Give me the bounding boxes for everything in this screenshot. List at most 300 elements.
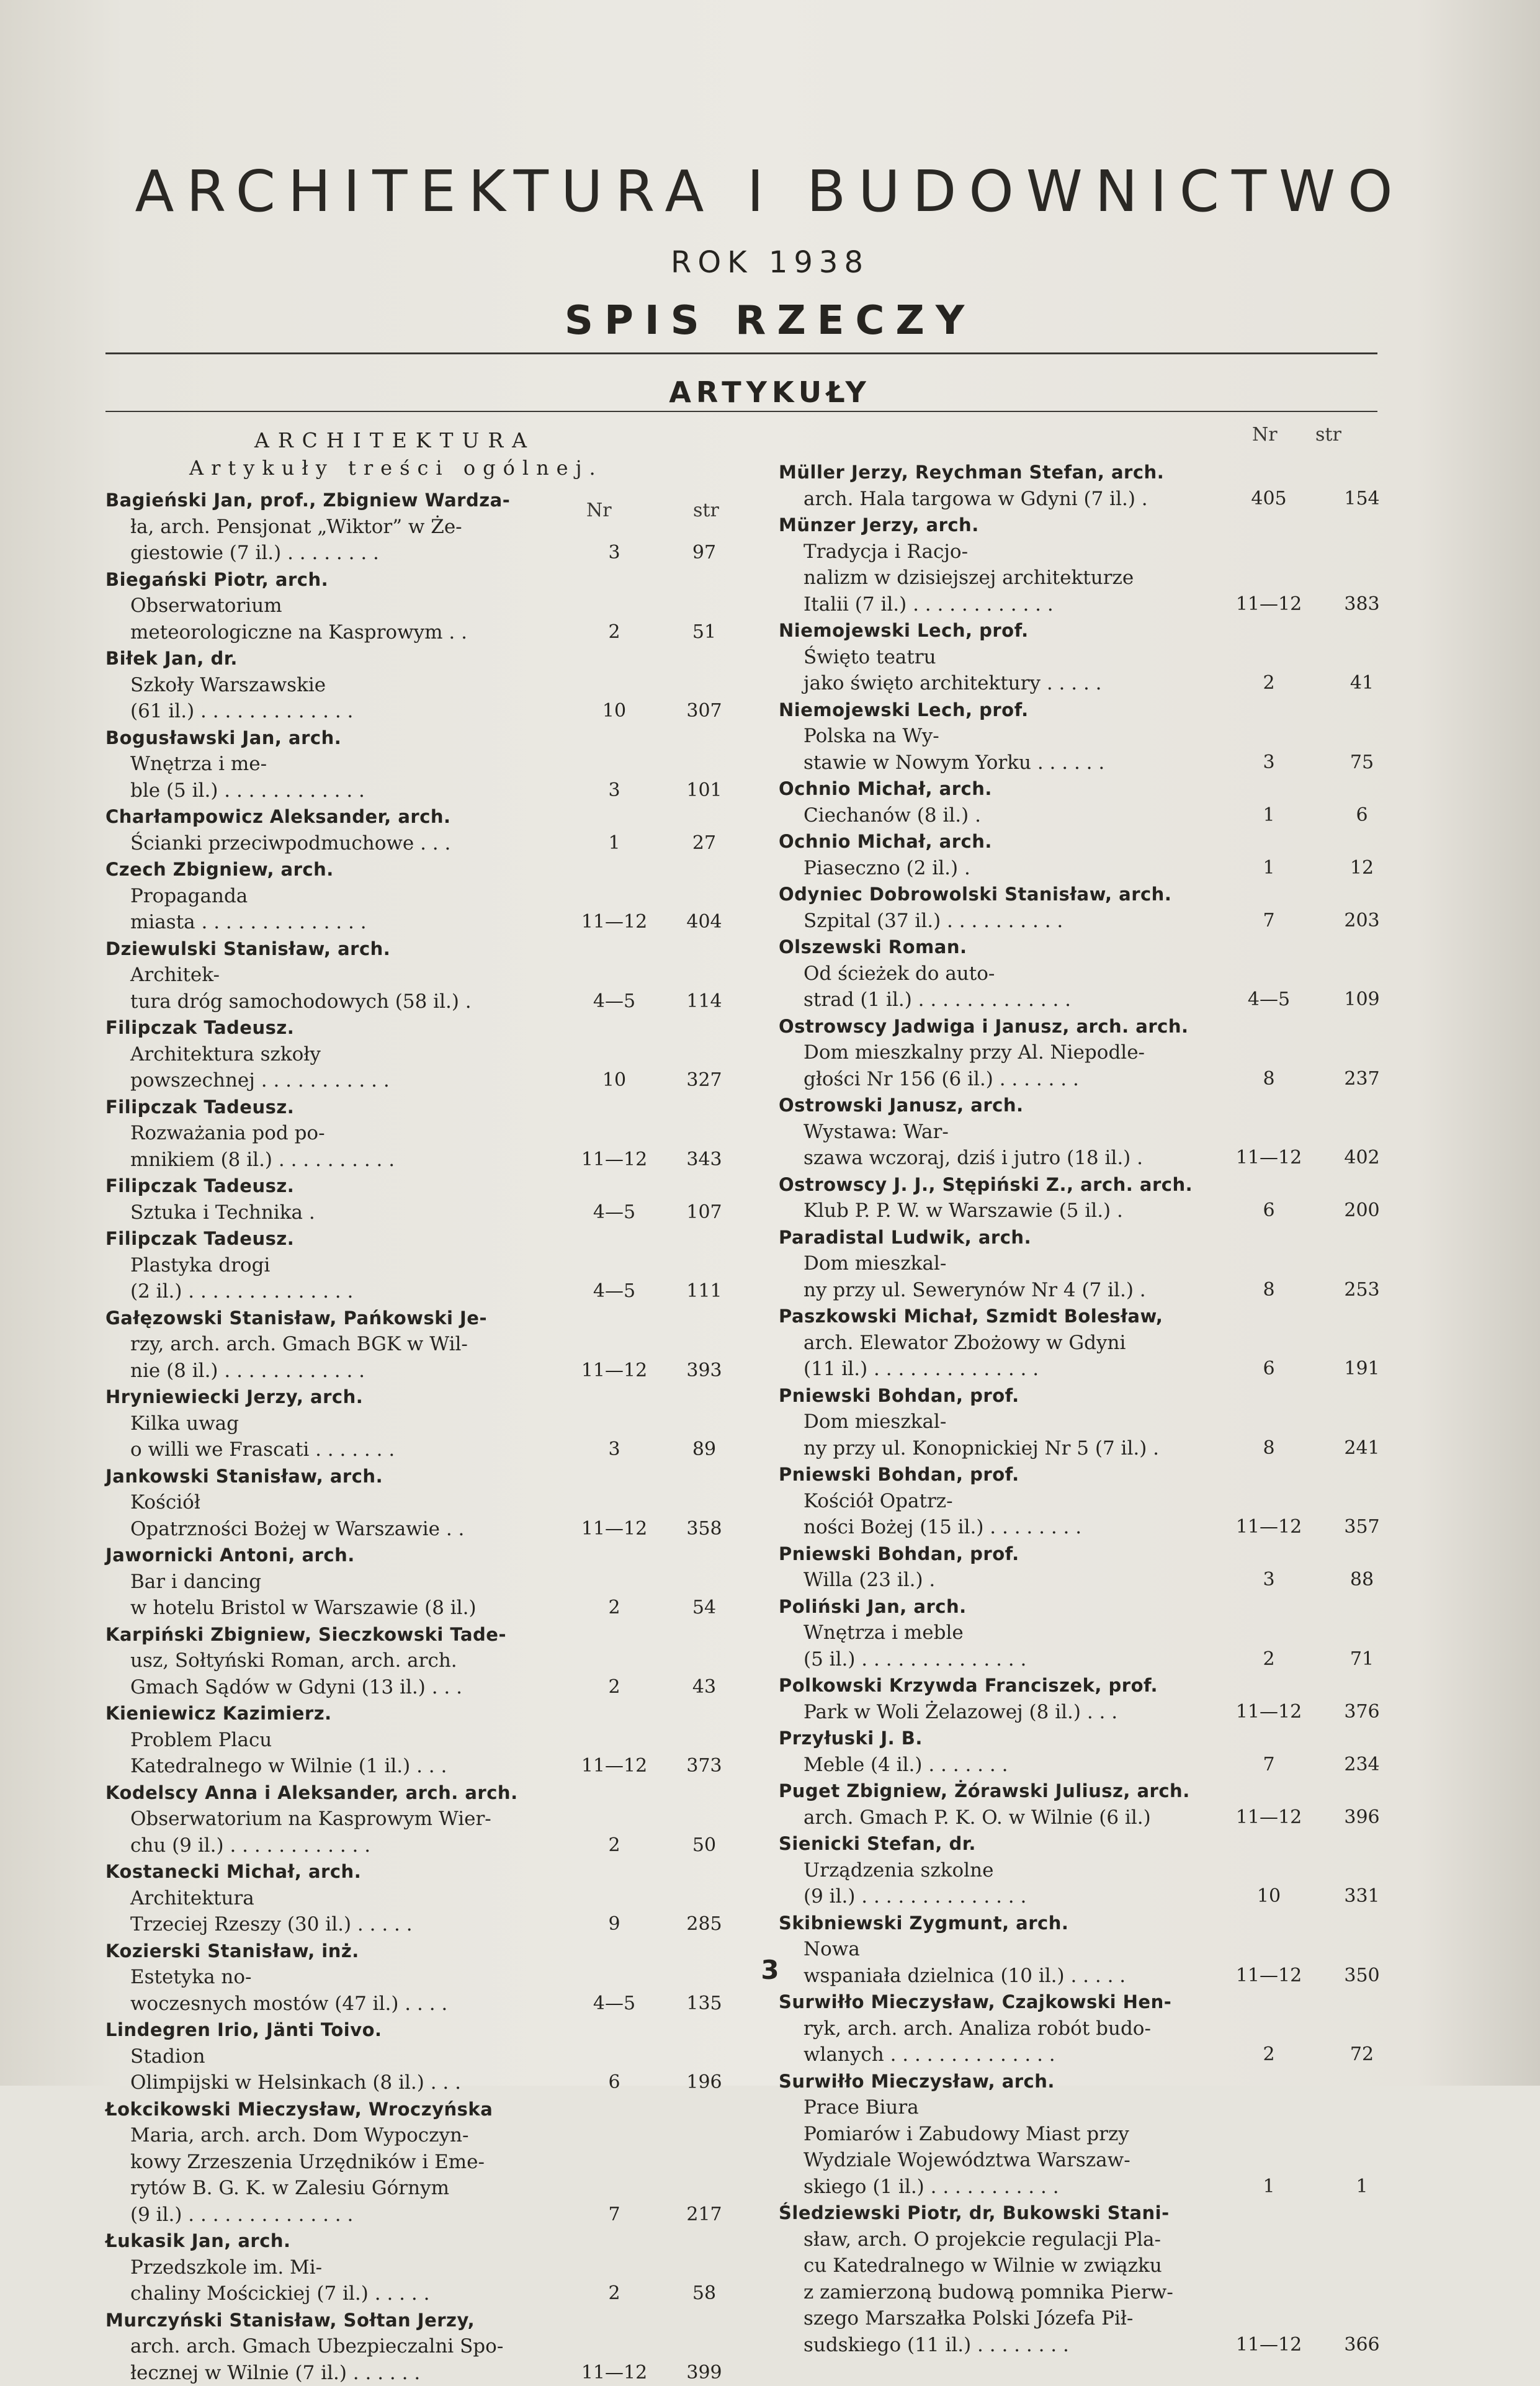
entry-description bbox=[105, 2096, 493, 2228]
right-nr-header: Nr bbox=[1252, 424, 1278, 446]
entry-page-number: 196 bbox=[676, 2070, 732, 2096]
entry-author: Jankowski Stanisław, arch. bbox=[105, 1466, 383, 1487]
entry-first-line bbox=[779, 617, 1102, 644]
entry-issue-number: 3 bbox=[1235, 1567, 1303, 1594]
entry-issue-number: 2 bbox=[1235, 1646, 1303, 1673]
entry-page-number: 114 bbox=[676, 989, 732, 1015]
entry-page-number: 373 bbox=[676, 1753, 732, 1780]
entry-text-line: Obserwatorium na Kasprowym Wier- bbox=[105, 1806, 518, 1832]
entry-text-line: Wydziale Województwa Warszaw- bbox=[779, 2147, 1130, 2174]
entry-author: Kozierski Stanisław, inż. bbox=[105, 1940, 359, 1962]
entry-page-number: 43 bbox=[676, 1674, 732, 1701]
entry-description bbox=[779, 697, 1104, 776]
index-entry bbox=[779, 1172, 1408, 1224]
entry-author: Ochnio Michał, arch. bbox=[779, 778, 992, 799]
index-entry bbox=[779, 1224, 1408, 1304]
entry-page-number: 88 bbox=[1334, 1567, 1390, 1594]
entry-issue-number: 11—12 bbox=[580, 1358, 648, 1384]
entry-first-line bbox=[105, 936, 472, 962]
entry-issue-number: 8 bbox=[1235, 1435, 1303, 1462]
entry-issue-number: 11—12 bbox=[1235, 1145, 1303, 1172]
entry-text-line: o willi we Frascati . . . . . . . bbox=[105, 1437, 395, 1463]
entry-text-line: Piaseczno (2 il.) . bbox=[779, 855, 992, 882]
entry-text-line: Dom mieszkalny przy Al. Niepodle- bbox=[779, 1039, 1189, 1066]
entry-description bbox=[779, 1672, 1158, 1725]
entry-first-line bbox=[779, 1831, 1026, 1857]
entry-issue-number: 4—5 bbox=[580, 1278, 648, 1305]
entry-description bbox=[779, 776, 992, 828]
entry-description bbox=[779, 1541, 1019, 1594]
entry-first-line bbox=[779, 1092, 1143, 1119]
entry-author: Kodelscy Anna i Aleksander, arch. arch. bbox=[105, 1782, 518, 1803]
toc-title: SPIS RZECZY bbox=[0, 298, 1540, 344]
index-entry bbox=[105, 856, 751, 936]
entry-author: Łukasik Jan, arch. bbox=[105, 2230, 291, 2251]
entry-description bbox=[779, 2068, 1130, 2200]
entry-text-line: stawie w Nowym Yorku . . . . . . bbox=[779, 750, 1104, 776]
entry-description bbox=[779, 1778, 1190, 1831]
entry-author: Paradistal Ludwik, arch. bbox=[779, 1227, 1031, 1248]
entry-author: Przyłuski J. B. bbox=[779, 1728, 923, 1749]
entry-text-line: nie (8 il.) . . . . . . . . . . . . bbox=[105, 1358, 487, 1384]
index-entry bbox=[105, 725, 751, 804]
entry-text-line: sudskiego (11 il.) . . . . . . . . bbox=[779, 2332, 1173, 2359]
entry-first-line bbox=[105, 1305, 487, 1332]
entry-text-line: arch. arch. Gmach Ubezpieczalni Spo- bbox=[105, 2333, 503, 2360]
index-entry bbox=[779, 881, 1408, 934]
entry-text-line: Opatrzności Bożej w Warszawie . . bbox=[105, 1516, 464, 1543]
entry-author: Pniewski Bohdan, prof. bbox=[779, 1543, 1019, 1564]
entry-description bbox=[105, 567, 467, 646]
entry-first-line bbox=[779, 881, 1171, 908]
entry-text-line: (2 il.) . . . . . . . . . . . . . . bbox=[105, 1278, 353, 1305]
entry-text-line: ła, arch. Pensjonat „Wiktor” w Że- bbox=[105, 514, 510, 540]
entry-text-line: Wnętrza i me- bbox=[105, 751, 365, 778]
left-str-header: str bbox=[693, 500, 719, 521]
index-entry bbox=[105, 1700, 751, 1780]
entry-text-line: wspaniała dzielnica (10 il.) . . . . . bbox=[779, 1963, 1126, 1989]
section-rule bbox=[105, 411, 1377, 412]
entry-text-line: Ścianki przeciwpodmuchowe . . . bbox=[105, 830, 451, 857]
journal-title: ARCHITEKTURA I BUDOWNICTWO bbox=[0, 158, 1540, 225]
index-entry bbox=[105, 1094, 751, 1173]
entry-page-number: 357 bbox=[1334, 1514, 1390, 1541]
entry-author: Filipczak Tadeusz. bbox=[105, 1097, 294, 1118]
entry-text-line: giestowie (7 il.) . . . . . . . . bbox=[105, 540, 510, 567]
index-entry bbox=[105, 804, 751, 856]
entry-issue-number: 11—12 bbox=[1235, 2332, 1303, 2359]
index-entry bbox=[779, 617, 1408, 697]
index-entry bbox=[779, 1831, 1408, 1910]
entry-author: Filipczak Tadeusz. bbox=[105, 1175, 294, 1196]
entry-author: Poliński Jan, arch. bbox=[779, 1596, 967, 1617]
entry-author: Ochnio Michał, arch. bbox=[779, 831, 992, 852]
entry-page-number: 366 bbox=[1334, 2332, 1390, 2359]
index-entry bbox=[105, 567, 751, 646]
entry-issue-number: 11—12 bbox=[580, 2360, 648, 2386]
entry-description bbox=[105, 1226, 353, 1305]
entry-page-number: 217 bbox=[676, 2202, 732, 2228]
entry-author: Biłek Jan, dr. bbox=[105, 648, 238, 669]
entry-page-number: 135 bbox=[676, 1991, 732, 2017]
entry-text-line: usz, Sołtyński Roman, arch. arch. bbox=[105, 1648, 506, 1674]
index-entry bbox=[105, 2096, 751, 2228]
entry-author: Surwiłło Mieczysław, Czajkowski Hen- bbox=[779, 1991, 1171, 2012]
entry-text-line: Dom mieszkal- bbox=[779, 1409, 1159, 1435]
entry-page-number: 358 bbox=[676, 1516, 732, 1543]
entry-first-line bbox=[105, 2228, 429, 2254]
entry-text-line: Olimpijski w Helsinkach (8 il.) . . . bbox=[105, 2070, 461, 2096]
entry-issue-number: 3 bbox=[580, 540, 648, 567]
entry-page-number: 253 bbox=[1334, 1277, 1390, 1304]
entry-first-line bbox=[779, 697, 1104, 724]
entry-text-line: rzy, arch. arch. Gmach BGK w Wil- bbox=[105, 1331, 487, 1358]
index-entry bbox=[105, 1015, 751, 1094]
entry-author: Skibniewski Zygmunt, arch. bbox=[779, 1913, 1068, 1934]
entry-text-line: Architektura bbox=[105, 1885, 413, 1912]
entry-text-line: cu Katedralnego w Wilnie w związku bbox=[779, 2253, 1173, 2279]
entry-page-number: 200 bbox=[1334, 1198, 1390, 1224]
entry-issue-number: 405 bbox=[1235, 486, 1303, 513]
section-title: ARTYKUŁY bbox=[0, 375, 1540, 409]
entry-first-line bbox=[779, 1910, 1126, 1937]
journal-year: ROK 1938 bbox=[0, 245, 1540, 280]
index-entry bbox=[105, 936, 751, 1015]
index-entry bbox=[779, 2200, 1408, 2358]
entry-first-line bbox=[105, 1226, 353, 1252]
entry-description bbox=[779, 512, 1134, 617]
entry-description bbox=[105, 725, 365, 804]
index-entry bbox=[779, 828, 1408, 881]
entry-first-line bbox=[779, 1224, 1146, 1251]
entry-page-number: 331 bbox=[1334, 1883, 1390, 1910]
entry-first-line bbox=[779, 1989, 1171, 2016]
entry-text-line: chu (9 il.) . . . . . . . . . . . . bbox=[105, 1832, 518, 1859]
entry-text-line: Nowa bbox=[779, 1936, 1126, 1963]
entry-issue-number: 7 bbox=[1235, 1752, 1303, 1778]
entry-text-line: mnikiem (8 il.) . . . . . . . . . . bbox=[105, 1147, 395, 1173]
index-entry bbox=[779, 1461, 1408, 1541]
entry-first-line bbox=[105, 645, 353, 672]
entry-page-number: 1 bbox=[1334, 2174, 1390, 2200]
entry-issue-number: 7 bbox=[1235, 908, 1303, 935]
entry-issue-number: 10 bbox=[1235, 1883, 1303, 1910]
entry-page-number: 307 bbox=[676, 698, 732, 725]
entry-text-line: szawa wczoraj, dziś i jutro (18 il.) . bbox=[779, 1145, 1143, 1172]
entry-description bbox=[779, 828, 992, 881]
index-entry bbox=[105, 2228, 751, 2307]
entry-text-line: meteorologiczne na Kasprowym . . bbox=[105, 619, 467, 646]
entry-text-line: ny przy ul. Konopnickiej Nr 5 (7 il.) . bbox=[779, 1435, 1159, 1462]
entry-description bbox=[105, 1463, 464, 1543]
top-rule bbox=[105, 352, 1377, 354]
entry-author: Puget Zbigniew, Żórawski Juliusz, arch. bbox=[779, 1780, 1190, 1801]
index-entry bbox=[105, 645, 751, 725]
entry-first-line bbox=[105, 1463, 464, 1490]
entry-first-line bbox=[779, 459, 1164, 486]
index-entry bbox=[779, 1594, 1408, 1673]
entry-first-line bbox=[105, 487, 510, 514]
entry-issue-number: 11—12 bbox=[580, 1147, 648, 1173]
entry-text-line: łecznej w Wilnie (7 il.) . . . . . . bbox=[105, 2360, 503, 2386]
entry-issue-number: 3 bbox=[580, 778, 648, 804]
entry-text-line: Estetyka no- bbox=[105, 1964, 447, 1991]
entry-text-line: Gmach Sądów w Gdyni (13 il.) . . . bbox=[105, 1674, 506, 1701]
entry-first-line bbox=[105, 1621, 506, 1648]
index-entry bbox=[105, 487, 751, 567]
entry-issue-number: 1 bbox=[1235, 855, 1303, 882]
entry-text-line: ny przy ul. Sewerynów Nr 4 (7 il.) . bbox=[779, 1277, 1146, 1304]
entry-description bbox=[105, 1015, 390, 1094]
entry-page-number: 109 bbox=[1334, 987, 1390, 1013]
entry-text-line: rytów B. G. K. w Zalesiu Górnym bbox=[105, 2175, 493, 2202]
index-entry bbox=[779, 2068, 1408, 2200]
entry-author: Kostanecki Michał, arch. bbox=[105, 1861, 361, 1882]
entry-page-number: 241 bbox=[1334, 1435, 1390, 1462]
entry-text-line: Wnętrza i meble bbox=[779, 1620, 1026, 1646]
entry-page-number: 97 bbox=[676, 540, 732, 567]
entry-issue-number: 8 bbox=[1235, 1066, 1303, 1093]
entry-page-number: 191 bbox=[1334, 1356, 1390, 1383]
entry-author: Niemojewski Lech, prof. bbox=[779, 699, 1029, 720]
entry-text-line: Przedszkole im. Mi- bbox=[105, 2254, 429, 2281]
entry-text-line: Kilka uwag bbox=[105, 1411, 395, 1437]
entry-first-line bbox=[105, 1780, 518, 1806]
entry-text-line: Katedralnego w Wilnie (1 il.) . . . bbox=[105, 1753, 447, 1780]
entry-description bbox=[105, 1542, 477, 1621]
entry-page-number: 75 bbox=[1334, 750, 1390, 776]
entry-author: Müller Jerzy, Reychman Stefan, arch. bbox=[779, 462, 1164, 483]
entry-page-number: 71 bbox=[1334, 1646, 1390, 1673]
entry-author: Jawornicki Antoni, arch. bbox=[105, 1545, 355, 1566]
index-entry bbox=[779, 1013, 1408, 1093]
index-entry bbox=[779, 459, 1408, 512]
entry-text-line: powszechnej . . . . . . . . . . . bbox=[105, 1067, 390, 1094]
entry-author: Murczyński Stanisław, Sołtan Jerzy, bbox=[105, 2310, 475, 2331]
entry-text-line: (61 il.) . . . . . . . . . . . . . bbox=[105, 698, 353, 725]
entry-text-line: Trzeciej Rzeszy (30 il.) . . . . . bbox=[105, 1911, 413, 1938]
entry-text-line: strad (1 il.) . . . . . . . . . . . . . bbox=[779, 987, 1071, 1013]
entry-description bbox=[779, 1461, 1081, 1541]
entry-author: Charłampowicz Aleksander, arch. bbox=[105, 806, 451, 827]
entry-description bbox=[779, 1725, 1008, 1778]
entry-description bbox=[779, 1989, 1171, 2068]
entry-text-line: skiego (1 il.) . . . . . . . . . . . bbox=[779, 2174, 1130, 2200]
subsection-title: ARCHITEKTURA bbox=[254, 428, 535, 452]
entry-description bbox=[105, 2307, 503, 2386]
entry-first-line bbox=[779, 2200, 1173, 2227]
entry-issue-number: 2 bbox=[580, 1595, 648, 1621]
entry-first-line bbox=[105, 1700, 447, 1727]
entry-description bbox=[105, 936, 472, 1015]
entry-text-line: Szpital (37 il.) . . . . . . . . . . bbox=[779, 908, 1171, 935]
entry-first-line bbox=[779, 1383, 1159, 1409]
entry-text-line: ryk, arch. arch. Analiza robót budo- bbox=[779, 2016, 1171, 2042]
index-entry bbox=[105, 1226, 751, 1305]
index-entry bbox=[105, 1859, 751, 1938]
entry-issue-number: 11—12 bbox=[580, 1753, 648, 1780]
entry-page-number: 376 bbox=[1334, 1699, 1390, 1726]
entry-first-line bbox=[779, 1541, 1019, 1567]
entry-description bbox=[105, 1621, 506, 1701]
index-entry bbox=[779, 776, 1408, 828]
entry-description bbox=[105, 1305, 487, 1384]
entry-description bbox=[105, 1173, 315, 1226]
entry-text-line: Problem Placu bbox=[105, 1727, 447, 1754]
entry-page-number: 89 bbox=[676, 1437, 732, 1463]
index-entry bbox=[779, 934, 1408, 1013]
entry-text-line: miasta . . . . . . . . . . . . . . bbox=[105, 909, 367, 936]
entry-description bbox=[779, 1172, 1193, 1224]
entry-issue-number: 2 bbox=[1235, 670, 1303, 697]
entry-author: Gałęzowski Stanisław, Pańkowski Je- bbox=[105, 1307, 487, 1329]
entry-text-line: Kościół bbox=[105, 1489, 464, 1516]
entry-text-line: (5 il.) . . . . . . . . . . . . . . bbox=[779, 1646, 1026, 1673]
index-entry bbox=[779, 1541, 1408, 1594]
entry-description bbox=[105, 856, 367, 936]
entry-issue-number: 2 bbox=[580, 2281, 648, 2307]
entry-description bbox=[105, 804, 451, 856]
entry-author: Czech Zbigniew, arch. bbox=[105, 859, 334, 880]
right-str-header: str bbox=[1315, 424, 1341, 446]
entry-issue-number: 2 bbox=[1235, 2042, 1303, 2068]
entry-first-line bbox=[779, 2068, 1130, 2095]
entry-page-number: 402 bbox=[1334, 1145, 1390, 1172]
index-entry bbox=[105, 1621, 751, 1701]
entry-text-line: Architek- bbox=[105, 962, 472, 989]
entry-first-line bbox=[105, 725, 365, 751]
entry-author: Sienicki Stefan, dr. bbox=[779, 1833, 976, 1854]
entry-text-line: Od ścieżek do auto- bbox=[779, 961, 1071, 987]
entry-issue-number: 11—12 bbox=[1235, 1514, 1303, 1541]
entry-issue-number: 2 bbox=[580, 1674, 648, 1701]
entry-text-line: (11 il.) . . . . . . . . . . . . . . bbox=[779, 1356, 1163, 1383]
entry-text-line: Maria, arch. arch. Dom Wypoczyn- bbox=[105, 2122, 493, 2149]
entry-author: Ostrowski Janusz, arch. bbox=[779, 1095, 1024, 1116]
entry-page-number: 383 bbox=[1334, 591, 1390, 618]
entry-text-line: tura dróg samochodowych (58 il.) . bbox=[105, 989, 472, 1015]
entry-description bbox=[779, 2200, 1173, 2358]
entry-text-line: (9 il.) . . . . . . . . . . . . . . bbox=[779, 1883, 1026, 1910]
entry-first-line bbox=[779, 1725, 1008, 1752]
entry-description bbox=[105, 2017, 461, 2096]
entry-description bbox=[105, 1859, 413, 1938]
entry-author: Niemojewski Lech, prof. bbox=[779, 620, 1029, 641]
index-entry bbox=[779, 1725, 1408, 1778]
entry-description bbox=[779, 459, 1164, 512]
entry-text-line: Propaganda bbox=[105, 883, 367, 910]
entry-page-number: 154 bbox=[1334, 486, 1390, 513]
entry-description bbox=[105, 1780, 518, 1859]
entry-page-number: 72 bbox=[1334, 2042, 1390, 2068]
entry-author: Karpiński Zbigniew, Sieczkowski Tade- bbox=[105, 1624, 506, 1645]
entry-description bbox=[779, 1594, 1026, 1673]
entry-description bbox=[105, 2228, 429, 2307]
entry-issue-number: 1 bbox=[1235, 802, 1303, 829]
entry-page-number: 58 bbox=[676, 2281, 732, 2307]
entry-text-line: jako święto architektury . . . . . bbox=[779, 670, 1102, 697]
index-entry bbox=[105, 2307, 751, 2386]
entry-issue-number: 1 bbox=[580, 830, 648, 857]
entry-issue-number: 8 bbox=[1235, 1277, 1303, 1304]
entry-text-line: sław, arch. O projekcie regulacji Pla- bbox=[779, 2227, 1173, 2253]
entry-page-number: 350 bbox=[1334, 1963, 1390, 1989]
entry-page-number: 54 bbox=[676, 1595, 732, 1621]
entry-text-line: chaliny Mościckiej (7 il.) . . . . . bbox=[105, 2281, 429, 2307]
entry-page-number: 12 bbox=[1334, 855, 1390, 882]
entry-author: Odyniec Dobrowolski Stanisław, arch. bbox=[779, 884, 1171, 905]
entry-text-line: Ciechanów (8 il.) . bbox=[779, 802, 992, 829]
entry-first-line bbox=[779, 1013, 1189, 1040]
entry-text-line: woczesnych mostów (47 il.) . . . . bbox=[105, 1991, 447, 2017]
entry-text-line: Plastyka drogi bbox=[105, 1252, 353, 1279]
entry-author: Lindegren Irio, Jänti Toivo. bbox=[105, 2019, 382, 2040]
index-entry bbox=[779, 697, 1408, 776]
index-entry bbox=[105, 1542, 751, 1621]
entry-page-number: 404 bbox=[676, 909, 732, 936]
entry-text-line: Pomiarów i Zabudowy Miast przy bbox=[779, 2121, 1130, 2148]
entry-issue-number: 11—12 bbox=[1235, 1963, 1303, 1989]
entry-text-line: w hotelu Bristol w Warszawie (8 il.) bbox=[105, 1595, 477, 1621]
entry-first-line bbox=[779, 1672, 1158, 1699]
entry-text-line: arch. Elewator Zbożowy w Gdyni bbox=[779, 1330, 1163, 1357]
entry-author: Biegański Piotr, arch. bbox=[105, 569, 328, 590]
entry-issue-number: 2 bbox=[580, 1832, 648, 1859]
entry-text-line: Prace Biura bbox=[779, 2094, 1130, 2121]
entry-text-line: ności Bożej (15 il.) . . . . . . . . bbox=[779, 1514, 1081, 1541]
entry-page-number: 343 bbox=[676, 1147, 732, 1173]
entry-issue-number: 2 bbox=[580, 619, 648, 646]
entry-page-number: 327 bbox=[676, 1067, 732, 1094]
entry-description bbox=[105, 1094, 395, 1173]
entry-description bbox=[779, 1224, 1146, 1304]
entry-description bbox=[105, 487, 510, 567]
index-entry bbox=[779, 1092, 1408, 1172]
index-entry bbox=[105, 1780, 751, 1859]
entry-first-line bbox=[105, 804, 451, 830]
entry-page-number: 203 bbox=[1334, 908, 1390, 935]
index-entry bbox=[779, 1778, 1408, 1831]
entry-issue-number: 11—12 bbox=[580, 1516, 648, 1543]
index-entry bbox=[105, 1463, 751, 1543]
entry-page-number: 396 bbox=[1334, 1805, 1390, 1831]
entry-author: Śledziewski Piotr, dr, Bukowski Stani- bbox=[779, 2202, 1170, 2223]
entry-first-line bbox=[779, 828, 992, 855]
entry-page-number: 101 bbox=[676, 778, 732, 804]
entry-page-number: 107 bbox=[676, 1200, 732, 1226]
entry-author: Paszkowski Michał, Szmidt Bolesław, bbox=[779, 1306, 1163, 1327]
entry-author: Filipczak Tadeusz. bbox=[105, 1228, 294, 1249]
entry-text-line: Polska na Wy- bbox=[779, 723, 1104, 750]
entry-text-line: Meble (4 il.) . . . . . . . bbox=[779, 1752, 1008, 1778]
entry-text-line: Tradycja i Racjo- bbox=[779, 539, 1134, 565]
entry-author: Dziewulski Stanisław, arch. bbox=[105, 938, 390, 959]
entry-first-line bbox=[105, 2307, 503, 2334]
entry-page-number: 6 bbox=[1334, 802, 1390, 829]
page-number: 3 bbox=[0, 1955, 1540, 1985]
entry-issue-number: 11—12 bbox=[1235, 591, 1303, 618]
entry-author: Ostrowscy J. J., Stępiński Z., arch. arch. bbox=[779, 1174, 1193, 1195]
entry-first-line bbox=[779, 934, 1071, 961]
entry-text-line: (9 il.) . . . . . . . . . . . . . . bbox=[105, 2202, 493, 2228]
entry-description bbox=[779, 1092, 1143, 1172]
entry-first-line bbox=[779, 1303, 1163, 1330]
entry-issue-number: 4—5 bbox=[1235, 987, 1303, 1013]
entry-description bbox=[779, 1831, 1026, 1910]
entry-author: Pniewski Bohdan, prof. bbox=[779, 1385, 1019, 1406]
entry-first-line bbox=[779, 512, 1134, 539]
entry-issue-number: 11—12 bbox=[580, 909, 648, 936]
